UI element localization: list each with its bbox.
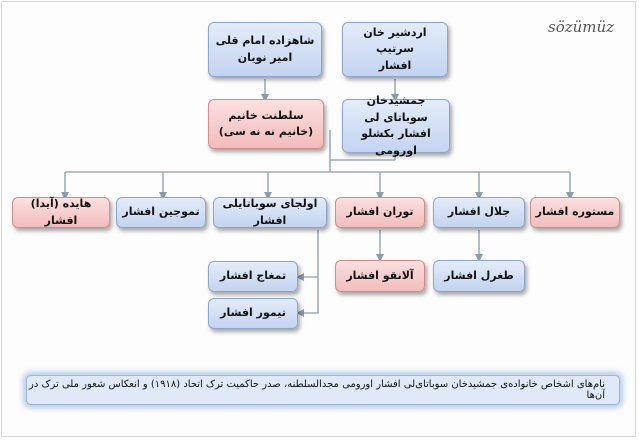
node-tamghaj bbox=[208, 261, 298, 292]
node-toghrul bbox=[433, 260, 525, 292]
node-shahzade-line1: شاهزاده امام قلی bbox=[215, 34, 315, 47]
node-touran bbox=[335, 197, 425, 228]
node-jalal bbox=[433, 197, 525, 228]
connector-olcay-tamghaj bbox=[300, 230, 318, 277]
node-jamshid-line2: افشار بکشلو اورومی bbox=[361, 127, 431, 157]
node-olcay bbox=[213, 197, 327, 228]
node-jalal-label: جلال افشار bbox=[447, 205, 511, 219]
node-jamshid bbox=[342, 94, 450, 157]
node-olcay-label: اولجای سوباتایلی افشار bbox=[222, 197, 318, 227]
node-teymour-label: تیمور افشار bbox=[220, 306, 286, 320]
node-shahzade-line2: امیر نویان bbox=[237, 50, 293, 64]
node-mastoureh bbox=[530, 197, 620, 228]
connector-olcay-teymour bbox=[300, 277, 318, 313]
caption-box bbox=[26, 375, 620, 405]
node-ardashir-line1: اردشیر خان سرتیپ bbox=[363, 25, 427, 56]
node-teymour bbox=[208, 298, 298, 329]
node-ardashir bbox=[342, 22, 448, 77]
node-saltanat-line2: (خانیم نه نه سی) bbox=[218, 125, 314, 138]
node-tomchin-label: تموجین افشار bbox=[122, 205, 200, 219]
node-shahzade bbox=[208, 22, 322, 77]
node-altanqu-label: آلانقو افشار bbox=[346, 268, 414, 282]
node-ardashir-line2: افشار bbox=[378, 58, 412, 72]
node-hayedeh-label: هایده (آیدا) افشار bbox=[30, 197, 92, 227]
node-hayedeh bbox=[12, 197, 110, 228]
watermark: sözümüz bbox=[548, 18, 615, 36]
node-jamshid-line1: جمشیدخان سوباتای لی bbox=[364, 94, 428, 124]
node-saltanat bbox=[208, 99, 324, 149]
node-tomchin bbox=[116, 197, 206, 228]
node-saltanat-line1: سلطنت خانیم bbox=[228, 108, 304, 122]
node-altanqu bbox=[335, 260, 425, 292]
node-mastoureh-label: مستوره افشار bbox=[535, 205, 615, 219]
node-tamghaj-label: تمغاج افشار bbox=[219, 269, 287, 283]
node-toghrul-label: طغرل افشار bbox=[444, 268, 514, 282]
caption-text: نام‌های اشخاص خانواده‌ی جمشیدخان سوباتای‌لی افشار اورومی مجدالسلطنه، صدر حاکمیت ترک اتحاد (۱۹۱۸) و انعکاس شعور ملی ترک در آن‌ها bbox=[29, 379, 605, 401]
node-touran-label: توران افشار bbox=[346, 205, 414, 219]
